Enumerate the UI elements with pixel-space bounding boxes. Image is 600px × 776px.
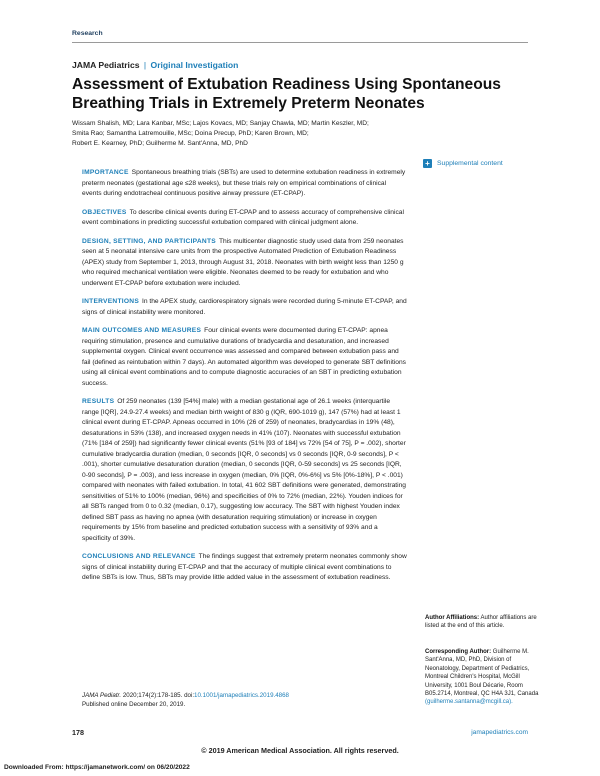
abstract — [82, 168, 407, 592]
citation-doi-link[interactable]: 10.1001/jamapediatrics.2019.4868 — [194, 692, 289, 699]
abstract-section-label: DESIGN, SETTING, AND PARTICIPANTS — [82, 237, 216, 245]
article-category: Original Investigation — [150, 60, 239, 70]
abstract-section-text: This multicenter diagnostic study used data from 259 neonates seen at 5 neonatal intensive care units from the prospective Automated Prediction of Extubation Readiness (APEX) study from September 1, 2013, through August 31, 2018. Neonates with birth weight less than 1250 g who required mechanical ventilation were eligible. Neonates deemed to be ready for extubation and who underwent ET-CPAP before extubation were included. — [82, 237, 404, 287]
abstract-section-label: IMPORTANCE — [82, 169, 129, 176]
citation-published: Published online December 20, 2019. — [82, 701, 186, 708]
citation — [82, 691, 407, 709]
corresponding-label: Corresponding Author: — [425, 649, 492, 655]
abstract-section-text: To describe clinical events during ET-CPAP and to assess accuracy of comprehensive clinical event combinations in predicting successful extubation compared with clinical judgment alone. — [82, 208, 404, 226]
citation-journal: JAMA Pediatr. — [82, 692, 122, 699]
abstract-design — [82, 237, 407, 290]
journal-name: JAMA Pediatrics — [72, 60, 140, 70]
journal-website-link[interactable]: jamapediatrics.com — [471, 729, 528, 736]
abstract-outcomes — [82, 326, 407, 389]
supplemental-content-link[interactable] — [423, 159, 503, 168]
title-line: Assessment of Extubation Readiness Using Spontaneous — [72, 76, 501, 93]
abstract-section-text: Four clinical events were documented during ET-CPAP: apnea requiring stimulation, presence and cumulative durations of bradycardia and desaturation, and increased supplemental oxygen. Clinical event occurrence was assessed and compared between extubation pass and fail (defined as reintubation within 7 days). An automated algorithm was developed to generate SBT definitions using all clinical event combinations and to compute diagnostic accuracies of an SBT in predicting extubation success. — [82, 327, 406, 387]
citation-details: 2020;174(2):178-185. doi: — [122, 692, 195, 699]
author-line: Smita Rao; Samantha Latremouille, MSc; Doina Precup, PhD; Karen Brown, MD; — [72, 130, 309, 138]
journal-line — [72, 60, 238, 70]
header-rule — [72, 42, 528, 43]
abstract-section-text: The findings suggest that extremely preterm neonates commonly show signs of clinical instability during ET-CPAP and that the accuracy of multiple clinical event combinations to define SBTs is low. Thus, SBTs may provide little added value in the assessment of extubation readiness. — [82, 553, 407, 581]
citation-line — [82, 691, 407, 700]
abstract-section-label: INTERVENTIONS — [82, 298, 139, 305]
abstract-objectives — [82, 208, 407, 229]
affiliations-label: Author Affiliations: — [425, 615, 480, 621]
abstract-section-text: Of 259 neonates (139 [54%] male) with a median gestational age of 26.1 weeks (interquartile range [IQR], 24.9-27.4 weeks) and median birth weight of 830 g (IQR, 690-1019 g), 147 (57%) had at least 1 clinical event during ET-CPAP. Apneas occurred in 10% (26 of 259) of neonates, bradycardias in 19% (48), desaturations in 53% (138), and increased oxygen needs in 41% (107). Neonates with successful extubation (71% [184 of 259]) had significantly fewer clinical events (51% [93 of 184] vs 72% [54 of 75], P = .002), shorter cumulative bradycardia duration (median, 0 seconds [IQR, 0 seconds] vs 0 seconds [IQR, 0-9 seconds], P < .001), shorter cumulative desaturation duration (median, 0 seconds [IQR, 0-59 seconds] vs 25 seconds [IQR, 0-90 seconds], P = .003), and less increase in oxygen (median, 0% [IQR, 0%-6%] vs 5% [0%-18%], P < .001) compared with neonates with failed extubation. In total, 41 602 SBT definitions were generated, demonstrating sensitivities of 51% to 100% (median, 96%) and specificities of 0% to 72% (median, 22%). Youden indices for all SBTs ranged from 0 to 0.32 (median, 0.17), suggesting low accuracy. The SBT with highest Youden index defined SBT pass as having no apnea (with desaturation requiring stimulation) or increase in oxygen requirements by 15% from baseline and predicted extubation success with a sensitivity of 93% and a specificity of 39%. — [82, 398, 406, 542]
abstract-section-label: MAIN OUTCOMES AND MEASURES — [82, 327, 202, 334]
abstract-section-text: In the APEX study, cardiorespiratory signals were recorded during 5-minute ET-CPAP, and signs of clinical instability were monitored. — [82, 298, 407, 316]
affiliations-text: Author affiliations are listed at the end of this article. — [425, 615, 537, 630]
author-list — [72, 119, 432, 150]
corresponding-text: Guilherme M. Sant'Anna, MD, PhD, Division of Neonatology, Department of Pediatrics, Montreal Children's Hospital, McGill University, 1001 Boul Décarie, Room B05.2714, Montreal, QC H4A 3J1, Canada — [425, 649, 539, 698]
corresponding-author — [425, 648, 543, 707]
page-number: 178 — [72, 728, 84, 737]
corresponding-email[interactable]: (guilherme.santanna@mcgill.ca). — [425, 699, 513, 706]
abstract-interventions — [82, 297, 407, 318]
title-line: Breathing Trials in Extremely Preterm Neonates — [72, 95, 425, 112]
author-affiliations — [425, 614, 543, 631]
copyright: © 2019 American Medical Association. All rights reserved. — [201, 746, 399, 755]
supplemental-label: Supplemental content — [437, 160, 503, 167]
plus-icon: + — [423, 159, 432, 168]
abstract-section-text: Spontaneous breathing trials (SBTs) are used to determine extubation readiness in extremely preterm neonates (gestational age ≤28 weeks), but these trials rely on empirical combinations of clinical events during endotracheal continuous positive airway pressure (ET-CPAP). — [82, 169, 406, 197]
abstract-conclusions — [82, 552, 407, 584]
abstract-importance — [82, 168, 407, 200]
abstract-section-label: CONCLUSIONS AND RELEVANCE — [82, 553, 196, 560]
article-title — [72, 75, 532, 113]
journal-separator: | — [143, 60, 147, 70]
download-notice: Downloaded From: https://jamanetwork.com/ on 06/20/2022 — [4, 764, 190, 771]
abstract-results — [82, 397, 407, 544]
author-line: Wissam Shalish, MD; Lara Kanbar, MSc; Lajos Kovacs, MD; Sanjay Chawla, MD; Martin Keszler, MD; — [72, 120, 369, 127]
abstract-section-label: OBJECTIVES — [82, 208, 127, 216]
section-tag: Research — [72, 30, 103, 37]
abstract-section-label: RESULTS — [82, 398, 115, 405]
author-line: Robert E. Kearney, PhD; Guilherme M. Sant'Anna, MD, PhD — [72, 140, 248, 148]
